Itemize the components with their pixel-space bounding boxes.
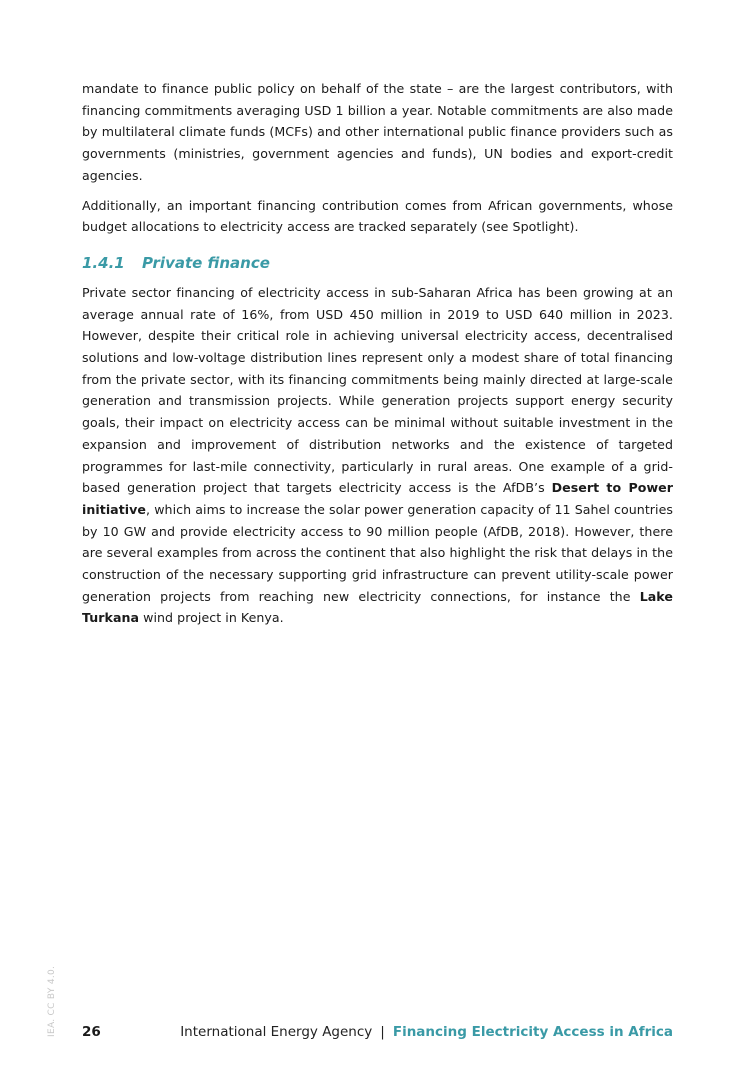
section-title: Private finance — [142, 253, 270, 272]
footer-doc-title: Financing Electricity Access in Africa — [392, 1024, 673, 1040]
private-finance-text-3: wind project in Kenya. — [139, 610, 284, 626]
lake-turkana-term: Lake Turkana — [82, 588, 673, 626]
private-finance-text-1: Private sector financing of electricity access in sub-Saharan Africa has been growing at an average annual rate of 16%, from USD 450 million in 2019 to USD 640 million in 2023. However, despite their critical role in achieving universal electricity access, decentralised solutions and low-voltage distribution lines represent only a modest share of total financing from the private sector, with its financing commitments being mainly directed at large-scale generation and transmission projects. While generation projects support energy security goals, their impact on electricity access can be minimal without suitable investment in the expansion and improvement of distribution networks and the existence of targeted programmes for last-mile connectivity, particularly in rural areas. One example of a grid-based generation project that targets electricity access is the AfDB’s — [82, 284, 673, 496]
page-body — [82, 78, 673, 637]
section-heading — [82, 252, 673, 274]
page-footer — [82, 1024, 673, 1044]
footer-agency: International Energy Agency — [180, 1024, 373, 1040]
license-watermark: IEA. CC BY 4.0. — [47, 965, 57, 1037]
paragraph-african-governments: Additionally, an important financing contribution comes from African governments, whose budget allocations to electricity access are tracked separately (see Spotlight). — [82, 197, 673, 235]
paragraph-public-finance: mandate to finance public policy on behalf of the state – are the largest contributors, with financing commitments averaging USD 1 billion a year. Notable commitments are also made by multilateral climate funds (MCFs) and other international public finance providers such as governments (ministries, government agencies and funds), UN bodies and export-credit agencies. — [82, 81, 673, 183]
private-finance-text-2: , which aims to increase the solar power generation capacity of 11 Sahel countries by 10 GW and provide electricity access to 90 million people (AfDB, 2018). However, there are several examples from across the continent that also highlight the risk that delays in the construction of the necessary supporting grid infrastructure can prevent utility-scale power generation projects from reaching new electricity connections, for instance the — [82, 501, 673, 604]
footer-running-title — [180, 1024, 673, 1040]
paragraph-private-finance — [82, 282, 673, 629]
page-number: 26 — [82, 1024, 101, 1040]
desert-to-power-term: Desert to Power initiative — [82, 480, 673, 517]
footer-separator: | — [380, 1024, 385, 1040]
section-number: 1.4.1 — [82, 253, 125, 272]
